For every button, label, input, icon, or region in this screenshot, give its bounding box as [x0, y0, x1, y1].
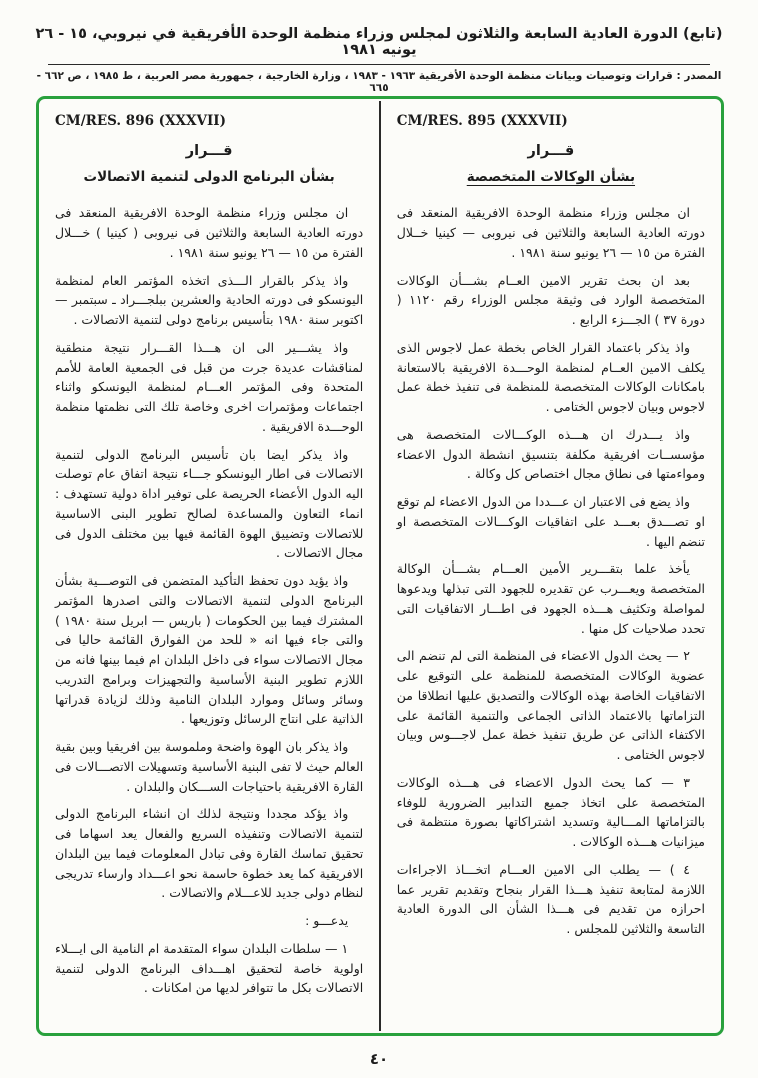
- resolution-895-column: [381, 99, 721, 1033]
- resolution-896-body: [55, 203, 363, 998]
- paragraph: واذ يذكر بالقرار الـــذى اتخذه المؤتمر العام لمنظمة اليونسكو فى دورته الحادية والعشرين ببلجـــراد ـ سبتمبر — اكتوبر سنة ١٩٨٠ بتأسيس برنامج دولى لتنمية الاتصالات .: [55, 272, 364, 327]
- header-title: (تابع) الدورة العادية السابعة والثلاثون لمجلس وزراء منظمة الوحدة الأفريقية في نيروبي، ١٥ - ٢٦ يونيه ١٩٨١: [35, 26, 723, 58]
- paragraph: ١ — سلطات البلدان سواء المتقدمة ام النامية الى ايـــلاء اولوية خاصة لتحقيق اهـــداف البرنامج الدولى لتنمية الاتصالات بكل ما تتوافر لديها من امكانات .: [55, 940, 364, 996]
- paragraph: ٣ — كما يحث الدول الاعضاء فى هـــذه الوكالات المتخصصة على اتخاذ جميع التدابير الضرورية للوفاء بالتزاماتها المـــالية وتسديد اشتراكاتها بصورة منتظمة فى ميزانيات هـــذه الوكالات .: [396, 774, 705, 849]
- paragraph: واذ يؤيد دون تحفظ التأكيد المتضمن فى التوصـــية بشأن البرنامج الدولى لتنمية الاتصالات والتى اصدرها المؤتمر المشترك فيما بين الحكومات ( باريس — ابريل سنة ١٩٨٠ ) والتى جاء فيها انه « للحد من الفوارق القائمة حاليا فى مجال الاتصالات سواء فى داخل البلدان ام فيما بينها فانه من اللازم تطوير البنية الأساسية والتجهيزات وبرامج التدريب وسائر وسائل وموارد البلدان النامية وذلك لزيادة قدراتها الذاتية على انتاج الرسائل وتوزيعها .: [55, 573, 364, 727]
- paragraph: ان مجلس وزراء منظمة الوحدة الافريقية المنعقد فى دورته العادية السابعة والثلاثين فى نيروبى ( كينيا ) خـــلال الفترة من ١٥ — ٢٦ يونيو سنة ١٩٨١ .: [55, 205, 364, 260]
- header-divider: [48, 64, 710, 65]
- resolution-895-title: قـــرار: [527, 143, 575, 159]
- resolution-895-body: [397, 203, 705, 939]
- resolution-896-title: قـــرار: [185, 143, 233, 159]
- column-divider: [379, 101, 381, 1031]
- paragraph: واذ يـــدرك ان هـــذه الوكـــالات المتخصصة هى مؤسســات افريقية مكلفة بتنسيق انشطة الدول الاعضاء ومواءمتها فى نطاق مجال اختصاص كل وكالة .: [396, 426, 705, 482]
- page-header: [34, 26, 724, 94]
- paragraph: يدعـــو :: [305, 913, 349, 928]
- resolution-896-subtitle: بشأن البرنامج الدولى لتنمية الاتصالات: [83, 169, 335, 185]
- resolution-895-subtitle: بشأن الوكالات المتخصصة: [466, 169, 636, 185]
- resolution-896-number: CM/RES. 896 (XXXVII): [55, 113, 226, 129]
- paragraph: واذ يذكر باعتماد القرار الخاص بخطة عمل لاجوس الذى يكلف الامين العــام لمنظمة الوحـــدة الافريقية بالاستعانة بامكانات الوكالات المتخصصة للمنظمة فى تنفيذ خطة عمل لاجوس وبيان لاجوس الختامى .: [396, 339, 705, 414]
- resolution-895-number: CM/RES. 895 (XXXVII): [396, 113, 568, 129]
- paragraph: واذ يشـــير الى ان هـــذا القـــرار نتيجة منطقية لمناقشات عديدة جرت من قبل فى الجمعية العامة للأمم المتحدة وفى المؤتمر العـــام لمنظمة اليونسكو واثناء اجتماعات ومؤتمرات اخرى وخاصة تلك التى نظمتها منظمة الوحـــدة الافريقية .: [55, 339, 364, 434]
- green-frame: [36, 96, 724, 1036]
- paragraph: واذ يذكر ايضا بان تأسيس البرنامج الدولى لتنمية الاتصالات فى اطار اليونسكو جـــاء نتيجة اتفاق عام توصلت اليه الدول الأعضاء الحريصة على توفير اداة دولية تستهدف : انماء التعاون والمساعدة لصالح تطوير البنى الاساسية للاتصالات وتضييق الهوة القائمة فيها بين مختلف الدول فى مجال الاتصالات .: [55, 446, 364, 561]
- paragraph: بعد ان بحث تقرير الامين العــام بشـــأن الوكالات المتخصصة الوارد فى وثيقة مجلس الوزراء رقم ١١٢٠ ( دورة ٣٧ ) الجـــزء الرابع .: [396, 272, 705, 327]
- paragraph: ٤ ) — يطلب الى الامين العـــام اتخـــاذ الاجراءات اللازمة لمتابعة تنفيذ هـــذا القرار بنجاح وتقديم تقرير عما احرازه من تقديم فى هـــذا الشأن الى الدورة العادية التاسعة والثلاثين للمجلس .: [396, 861, 705, 936]
- page-number: ٤٠: [369, 1050, 389, 1068]
- paragraph: ان مجلس وزراء منظمة الوحدة الافريقية المنعقد فى دورته العادية السابعة والثلاثين فى نيروبى — كينيا خــلال الفترة من ١٥ — ٢٦ يونيو سنة ١٩٨١ .: [396, 205, 705, 260]
- resolution-896-column: [39, 99, 379, 1033]
- paragraph: واذ يضع فى الاعتبار ان عـــددا من الدول الاعضاء لم توقع او تصـــدق بعـــد على اتفاقيات الوكـــالات المتخصصة او تنضم اليها .: [396, 494, 705, 549]
- paragraph: واذ يؤكد مجددا ونتيجة لذلك ان انشاء البرنامج الدولى لتنمية الاتصالات وتنفيذه السريع والفعال يعد اسهاما فى تحقيق تماسك القارة وفى تبادل المعلومات فيما بين البلدان الافريقية كما يعد خطوة حاسمة نحو اعـــداد وارساء تدريجى لنظام دولى جديد للاعـــلام والاتصالات .: [55, 806, 364, 901]
- paragraph: واذ يذكر بان الهوة واضحة وملموسة بين افريقيا وبين بقية العالم حيث لا تفى البنية الأساسية وتسهيلات الاتصـــالات فى القارة الافريقية باحتياجات الســـكان والبلدان .: [55, 739, 364, 794]
- paragraph: يأخذ علما بتقـــرير الأمين العـــام بشـــأن الوكالة المتخصصة ويعـــرب عن تقديره للجهود التى تبذلها ويدعوها لمواصلة وتكثيف هـــذه الجهود فى اطـــار الاتفاقيات التى تحدد صلاحيات كل منها .: [396, 561, 705, 636]
- header-source: المصدر : قرارات وتوصيات وبيانات منظمة الوحدة الأفريقية ١٩٦٣ - ١٩٨٣ ، وزارة الخارجية ، جمهورية مصر العربية ، ط ١٩٨٥ ، ص ٦٦٢ - ٦٦٥: [36, 70, 722, 94]
- paragraph: ٢ — يحث الدول الاعضاء فى المنظمة التى لم تنضم الى عضوية الوكالات المتخصصة للمنظمة على التوقيع على الاتفاقيات الخاصة بهذه الوكالات والتصديق عليها انطلاقا من التزاماتها بالاعتماد الذاتى الجماعى والتنمية القائمة على الاكتفاء الذاتى عن طريق تنفيذ خطة عمل لاجـــوس وبيان لاجوس الختامى .: [396, 648, 705, 762]
